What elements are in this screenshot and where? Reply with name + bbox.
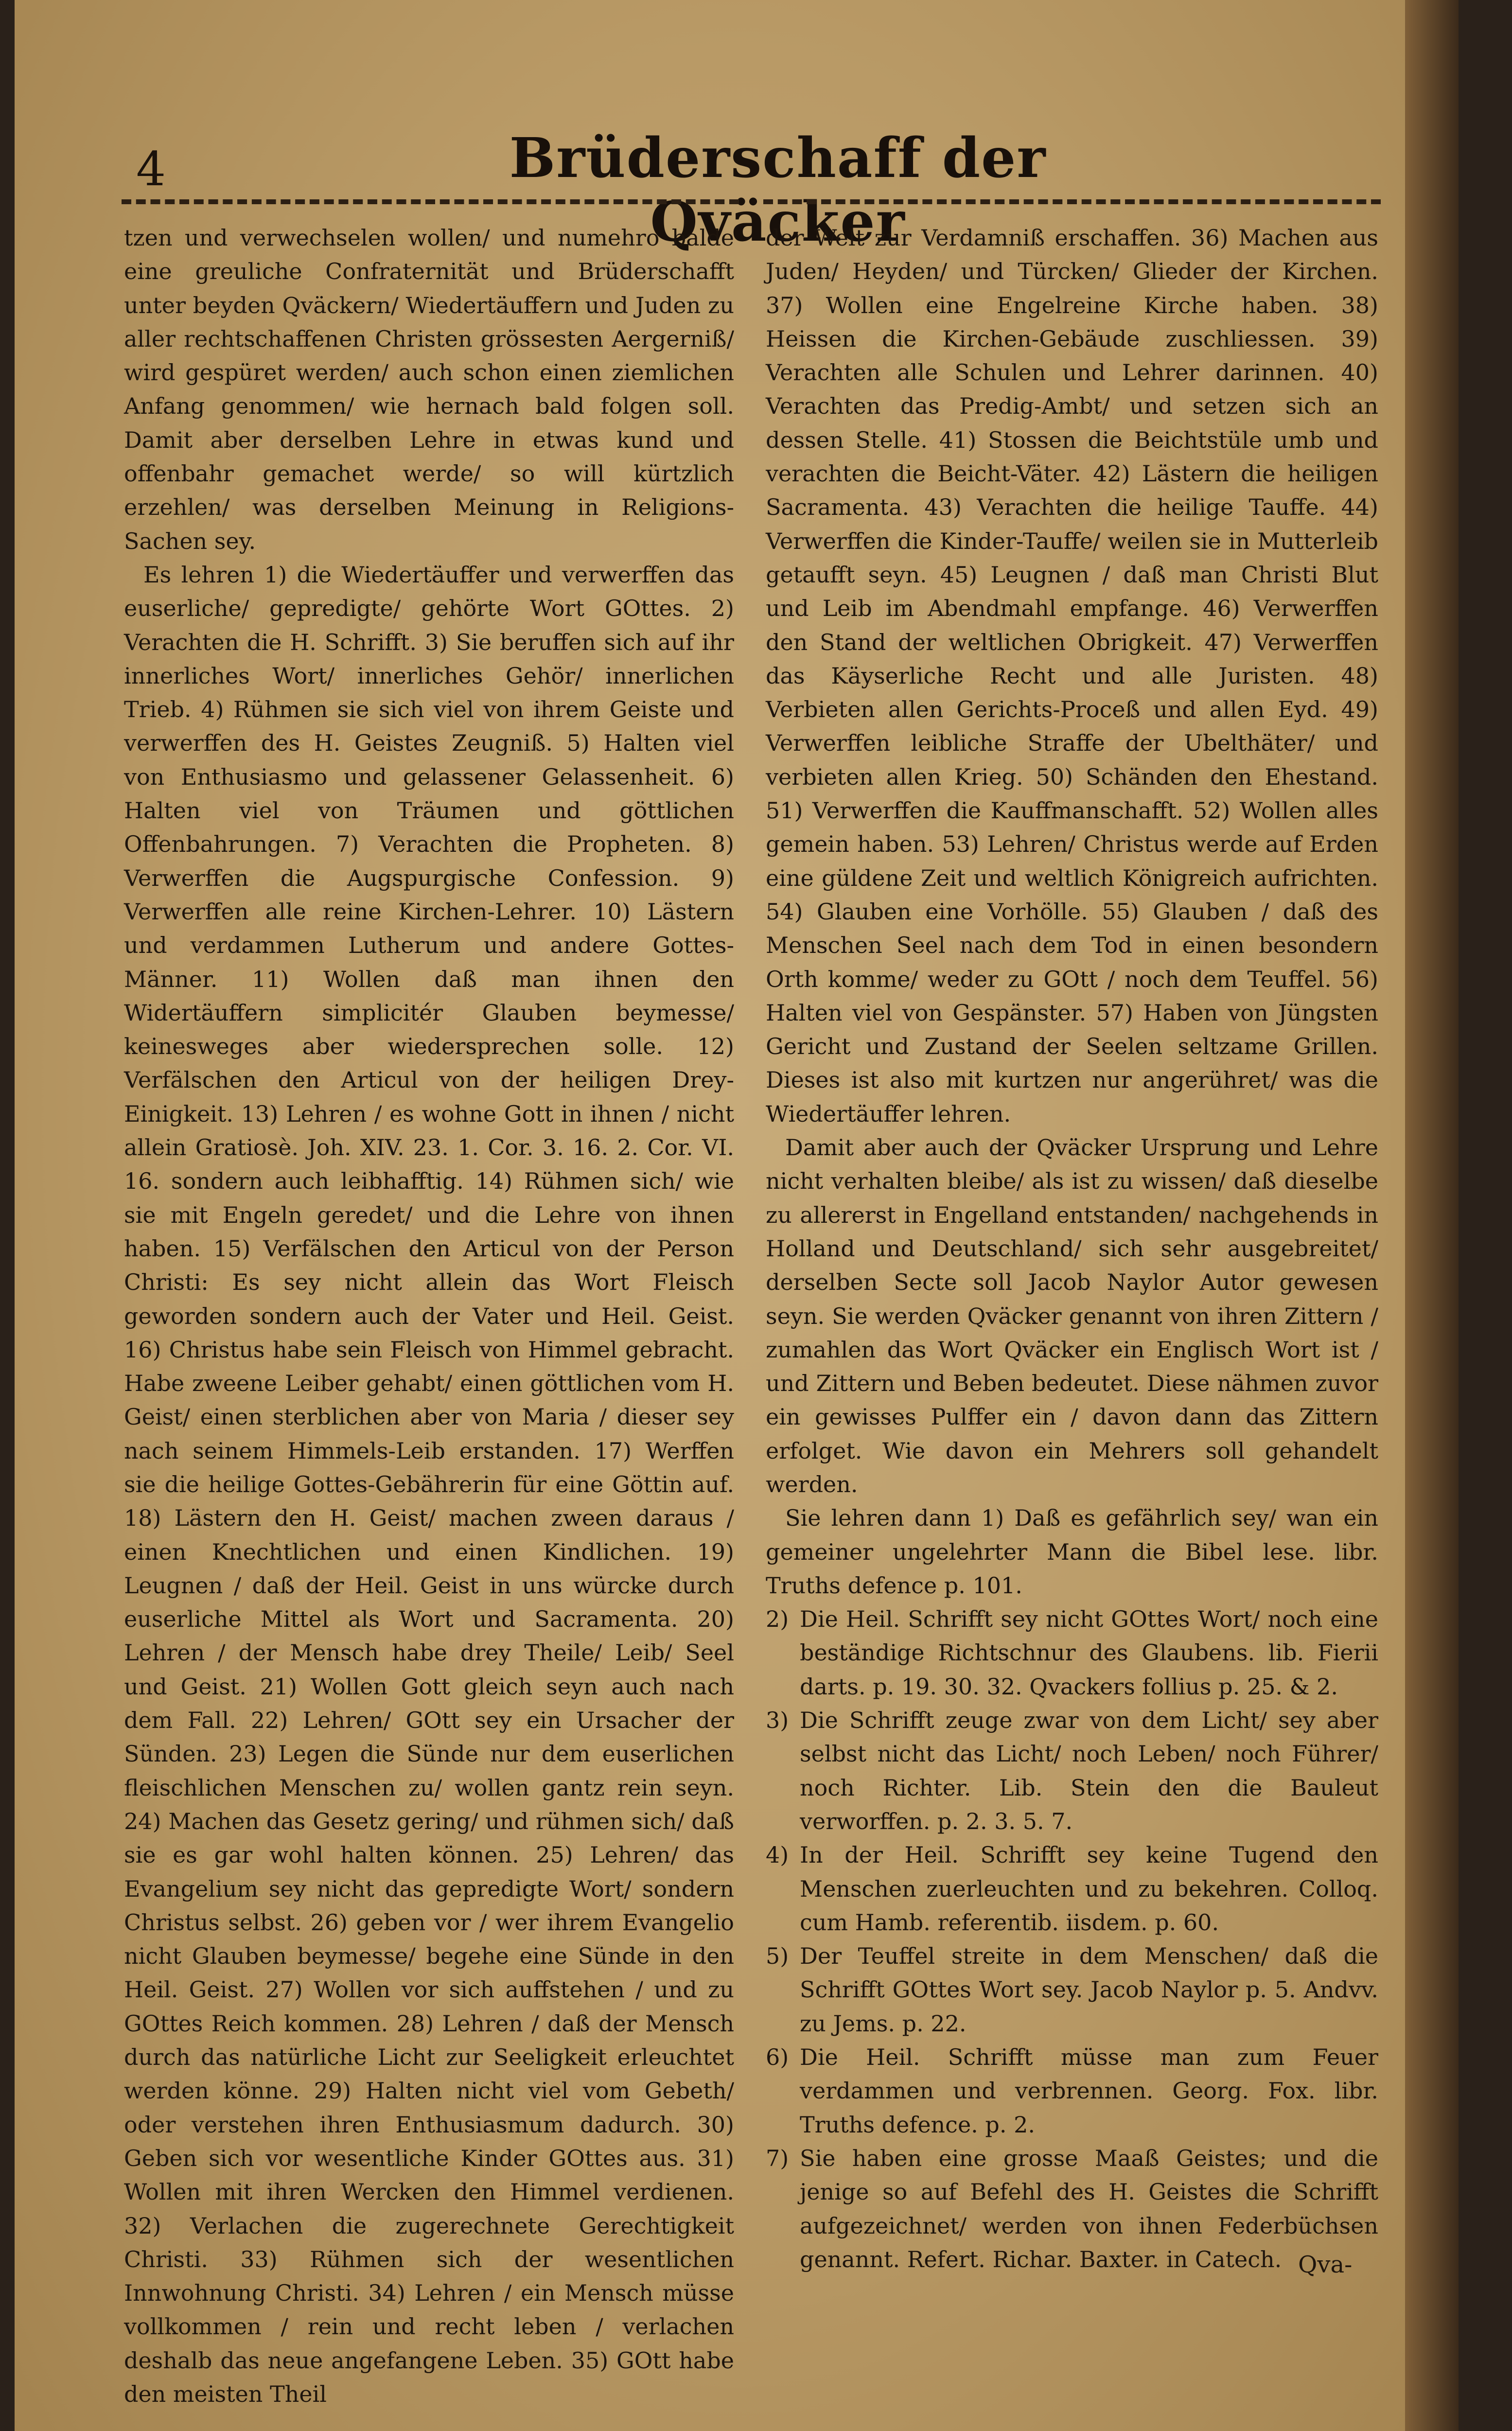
header-rule-left: [122, 199, 739, 204]
teaching-item: [766, 2142, 1378, 2276]
item-number: 7): [766, 2145, 789, 2171]
item-number: 4): [766, 1842, 789, 1868]
teaching-item: [766, 1838, 1378, 1939]
item-text: Die Heil. Schrifft sey nicht GOttes Wort/ noch eine beständige Richtschnur des Glaubens. lib. Fierii darts. p. 19. 30. 32. Qvackers follius p. 25. & 2.: [800, 1606, 1378, 1700]
right-paragraph-2: Damit aber auch der Qväcker Ursprung und Lehre nicht verhalten bleibe/ als ist zu wissen/ daß dieselbe zu allererst in Engelland entstanden/ nachgehends in Holland und Deutschland/ sich sehr ausgebreitet/ derselben Secte soll Jacob Naylor Autor gewesen seyn. Sie werden Qväcker genannt von ihren Zittern / zumahlen das Wort Qväcker ein Englisch Wort ist / und Zittern und Beben bedeutet. Diese nähmen zuvor ein gewisses Pulffer ein / davon dann das Zittern erfolget. Wie davon ein Mehrers soll gehandelt werden.: [766, 1134, 1378, 1497]
item-text: Sie haben eine grosse Maaß Geistes; und die jenige so auf Befehl des H. Geistes die Schrifft aufgezeichnet/ werden von ihnen Federbüchsen genannt. Refert. Richar. Baxter. in Catech.: [800, 2145, 1378, 2272]
item-text: Die Heil. Schrifft müsse man zum Feuer verdammen und verbrennen. Georg. Fox. libr. Truths defence. p. 2.: [800, 2044, 1378, 2138]
header-rule-right: [763, 199, 1381, 204]
teaching-item: [766, 1704, 1378, 1838]
page-header: [122, 112, 1366, 254]
book-page: [15, 0, 1459, 2431]
page-number: 4: [136, 142, 166, 196]
right-column: [766, 221, 1378, 2361]
item-text: Der Teuffel streite in dem Menschen/ daß die Schrifft GOttes Wort sey. Jacob Naylor p. 5. Andvv. zu Jems. p. 22.: [800, 1943, 1378, 2037]
item-text: Die Schrifft zeuge zwar von dem Licht/ sey aber selbst nicht das Licht/ noch Leben/ noch Führer/ noch Richter. Lib. Stein den die Bauleut verworffen. p. 2. 3. 5. 7.: [800, 1707, 1378, 1834]
item-text: In der Heil. Schrifft sey keine Tugend den Menschen zuerleuchten und zu bekehren. Colloq. cum Hamb. referentib. iisdem. p. 60.: [800, 1842, 1378, 1936]
running-title: Brüderschaff der Qväcker: [509, 126, 1047, 254]
right-paragraph-1: der Welt zur Verdamniß erschaffen. 36) Machen aus Juden/ Heyden/ und Türcken/ Glieder der Kirchen. 37) Wollen eine Engelreine Kirche haben. 38) Heissen die Kirchen-Gebäude zuschliessen. 39) Verachten alle Schulen und Lehrer darinnen. 40) Verachten das Predig-Ambt/ und setzen sich an dessen Stelle. 41) Stossen die Beichtstüle umb und verachten die Beicht-Väter. 42) Lästern die heiligen Sacramenta. 43) Verachten die heilige Tauffe. 44) Verwerffen die Kinder-Tauffe/ weilen sie in Mutterleib getaufft seyn. 45) Leugnen / daß man Christi Blut und Leib im Abendmahl empfange. 46) Verwerffen den Stand der weltlichen Obrigkeit. 47) Verwerffen das Käyserliche Recht und alle Juristen. 48) Verbieten allen Gerichts-Proceß und allen Eyd. 49) Verwerffen leibliche Straffe der Ubelthäter/ und verbieten allen Krieg. 50) Schänden den Ehestand. 51) Verwerffen die Kauffmanschafft. 52) Wollen alles gemein haben. 53) Lehren/ Christus werde auf Erden eine güldene Zeit und weltlich Königreich aufrichten. 54) Glauben eine Vorhölle. 55) Glauben / daß des Menschen Seel nach dem Tod in einen besondern Orth komme/ weder zu GOtt / noch dem Teuffel. 56) Halten viel von Gespänster. 57) Haben von Jüngsten Gericht und Zustand der Seelen seltzame Grillen. Dieses ist also mit kurtzen nur angerühret/ was die Wiedertäuffer lehren.: [766, 225, 1378, 1127]
teaching-item: [766, 1939, 1378, 2041]
left-paragraph-1: tzen und verwechselen wollen/ und numehro balde eine greuliche Confraternität und Brüderschafft unter beyden Qväckern/ Wiedertäuffern und Juden zu aller rechtschaffenen Christen grössesten Aergerniß/ wird gespüret werden/ auch schon einen ziemlichen Anfang genommen/ wie hernach bald folgen soll. Damit aber derselben Lehre in etwas kund und offenbahr gemachet werde/ so will kürtzlich erzehlen/ was derselben Meinung in Religions-Sachen sey.: [124, 225, 734, 554]
item-number: 5): [766, 1943, 789, 1970]
left-paragraph-2: Es lehren 1) die Wiedertäuffer und verwerffen das euserliche/ gepredigte/ gehörte Wort GOttes. 2) Verachten die H. Schrifft. 3) Sie beruffen sich auf ihr innerliches Wort/ innerliches Gehör/ innerlichen Trieb. 4) Rühmen sie sich viel von ihrem Geiste und verwerffen des H. Geistes Zeugniß. 5) Halten viel von Enthusiasmo und gelassener Gelassenheit. 6) Halten viel von Träumen und göttlichen Offenbahrungen. 7) Verachten die Propheten. 8) Verwerffen die Augspurgische Confession. 9) Verwerffen alle reine Kirchen-Lehrer. 10) Lästern und verdammen Lutherum und andere Gottes-Männer. 11) Wollen daß man ihnen den Widertäuffern simplicitér Glauben beymesse/ keinesweges aber wiedersprechen solle. 12) Verfälschen den Articul von der heiligen Drey-Einigkeit. 13) Lehren / es wohne Gott in ihnen / nicht allein Gratiosè. Joh. XIV. 23. 1. Cor. 3. 16. 2. Cor. VI. 16. sondern auch leibhafftig. 14) Rühmen sich/ wie sie mit Engeln geredet/ und die Lehre von ihnen haben. 15) Verfälschen den Articul von der Person Christi: Es sey nicht allein das Wort Fleisch geworden sondern auch der Vater und Heil. Geist. 16) Christus habe sein Fleisch von Himmel gebracht. Habe zweene Leiber gehabt/ einen göttlichen vom H. Geist/ einen sterblichen aber von Maria / dieser sey nach seinem Himmels-Leib erstanden. 17) Werffen sie die heilige Gottes-Gebährerin für eine Göttin auf. 18) Lästern den H. Geist/ machen zween daraus / einen Knechtlichen und einen Kindlichen. 19) Leugnen / daß der Heil. Geist in uns würcke durch euserliche Mittel als Wort und Sacramenta. 20) Lehren / der Mensch habe drey Theile/ Leib/ Seel und Geist. 21) Wollen Gott gleich seyn auch nach dem Fall. 22) Lehren/ GOtt sey ein Ursacher der Sünden. 23) Legen die Sünde nur dem euserlichen fleischlichen Menschen zu/ wollen gantz rein seyn. 24) Machen das Gesetz gering/ und rühmen sich/ daß sie es gar wohl halten können. 25) Lehren/ das Evangelium sey nicht das gepredigte Wort/ sondern Christus selbst. 26) geben vor / wer ihrem Evangelio nicht Glauben beymesse/ begehe eine Sünde in den Heil. Geist. 27) Wollen vor sich auffstehen / und zu GOttes Reich kommen. 28) Lehren / daß der Mensch durch das natürliche Licht zur Seeligkeit erleuchtet werden könne. 29) Halten nicht viel vom Gebeth/ oder verstehen ihren Enthusiasmum dadurch. 30) Geben sich vor wesentliche Kinder GOttes aus. 31) Wollen mit ihren Wercken den Himmel verdienen. 32) Verlachen die zugerechnete Gerechtigkeit Christi. 33) Rühmen sich der wesentlichen Innwohnung Christi. 34) Lehren / ein Mensch müsse vollkommen / rein und recht leben / verlachen deshalb das neue angefangene Leben. 35) GOtt habe den meisten Theil: [124, 561, 734, 2407]
teachings-intro: Sie lehren dann 1) Daß es gefährlich sey/ wan ein gemeiner ungelehrter Mann die Bibel lese. libr. Truths defence p. 101.: [766, 1505, 1378, 1599]
item-number: 2): [766, 1606, 789, 1633]
teaching-item: [766, 2041, 1378, 2142]
item-number: 6): [766, 2044, 789, 2071]
teaching-item: [766, 1603, 1378, 1704]
item-number: 3): [766, 1707, 789, 1734]
page-edge-shadow: [1405, 0, 1459, 2431]
left-column: [124, 221, 734, 2407]
catchword: Qva-: [1298, 2251, 1353, 2278]
